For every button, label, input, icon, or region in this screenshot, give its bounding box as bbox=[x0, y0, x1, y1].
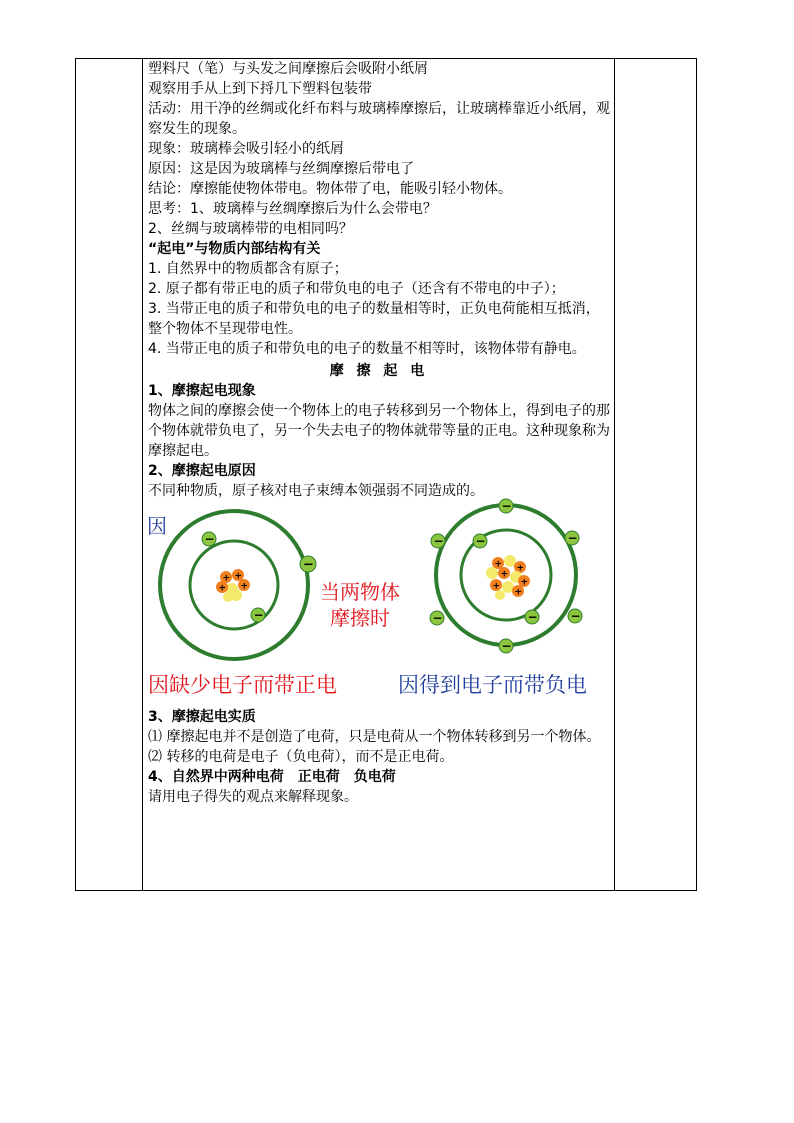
list-item: 2. 原子都有带正电的质子和带负电的电子（还含有不带电的中子）； bbox=[148, 281, 565, 297]
svg-text:+: + bbox=[234, 571, 243, 582]
nucleus bbox=[216, 569, 250, 602]
text-line: 结论：摩擦能使物体带电。物体带了电，能吸引轻小物体。 bbox=[148, 181, 512, 197]
electron bbox=[473, 534, 487, 548]
text-line: 活动：用干净的丝绸或化纤布料与玻璃棒摩擦后，让玻璃棒靠近小纸屑，观察发生的现象。 bbox=[148, 101, 610, 137]
svg-text:−: − bbox=[570, 609, 581, 623]
svg-text:−: − bbox=[527, 610, 538, 624]
electron bbox=[499, 499, 513, 513]
electron bbox=[431, 534, 445, 548]
subheading-1: 1、摩擦起电现象 bbox=[148, 383, 256, 399]
electron bbox=[251, 608, 265, 622]
svg-text:−: − bbox=[253, 608, 264, 622]
subheading-2: 2、摩擦起电原因 bbox=[148, 463, 256, 479]
subheading: “起电”与物质内部结构有关 bbox=[148, 241, 321, 257]
svg-text:−: − bbox=[501, 499, 512, 513]
electron bbox=[568, 609, 582, 623]
svg-text:+: + bbox=[494, 559, 503, 570]
svg-text:−: − bbox=[432, 611, 443, 625]
list-item: 4. 当带正电的质子和带负电的电子的数量不相等时，该物体带有静电。 bbox=[148, 341, 586, 357]
text-line: 原因：这是因为玻璃棒与丝绸摩擦后带电了 bbox=[148, 161, 414, 177]
right-caption: 因得到电子而带负电 bbox=[398, 673, 587, 697]
list-item: ⑵ 转移的电荷是电子（负电荷），而不是正电荷。 bbox=[148, 749, 454, 765]
svg-text:+: + bbox=[218, 583, 227, 594]
list-item: ⑴ 摩擦起电并不是创造了电荷，只是电荷从一个物体转移到另一个物体。 bbox=[148, 729, 601, 745]
left-caption: 因缺少电子而带正电 bbox=[148, 673, 337, 697]
svg-text:+: + bbox=[516, 563, 525, 574]
subheading-3: 3、摩擦起电实质 bbox=[148, 709, 256, 725]
svg-text:+: + bbox=[222, 573, 231, 584]
center-label-1: 当两物体 bbox=[320, 580, 400, 604]
svg-text:+: + bbox=[514, 587, 523, 598]
electron bbox=[300, 556, 316, 573]
svg-text:+: + bbox=[500, 569, 509, 580]
text-line: 现象：玻璃棒会吸引轻小的纸屑 bbox=[148, 141, 344, 157]
electron bbox=[565, 531, 579, 545]
text-line: 塑料尺（笔）与头发之间摩擦后会吸附小纸屑 bbox=[148, 61, 428, 77]
atom-diagram bbox=[147, 499, 610, 707]
paragraph: 不同种物质，原子核对电子束缚本领强弱不同造成的。 bbox=[148, 483, 484, 499]
section-title: 摩 擦 起 电 bbox=[329, 363, 429, 379]
lesson-content bbox=[148, 59, 610, 807]
paragraph: 请用电子得失的观点来解释现象。 bbox=[148, 789, 358, 805]
nucleus bbox=[486, 555, 530, 600]
svg-text:−: − bbox=[433, 534, 444, 548]
subheading-4: 4、自然界中两种电荷 正电荷 负电荷 bbox=[148, 769, 396, 785]
svg-text:−: − bbox=[303, 557, 314, 573]
paragraph: 物体之间的摩擦会使一个物体上的电子转移到另一个物体上，得到电子的那个物体就带负电了，另一个失去电子的物体就带等量的正电。这种现象称为摩擦起电。 bbox=[148, 403, 610, 459]
svg-text:−: − bbox=[204, 532, 215, 546]
list-item: 3. 当带正电的质子和带负电的电子的数量相等时，正负电荷能相互抵消，整个物体不呈现带电性。 bbox=[148, 301, 600, 337]
electron bbox=[499, 639, 513, 653]
table-column-divider-left bbox=[142, 59, 143, 890]
svg-text:+: + bbox=[240, 581, 249, 592]
electron bbox=[202, 532, 216, 546]
center-label-2: 摩擦时 bbox=[330, 606, 390, 630]
edge-glyph: 因 bbox=[147, 514, 167, 538]
svg-text:−: − bbox=[501, 639, 512, 653]
svg-text:+: + bbox=[520, 577, 529, 588]
svg-text:+: + bbox=[492, 581, 501, 592]
text-line: 2、丝绸与玻璃棒带的电相同吗？ bbox=[148, 221, 353, 237]
right-atom bbox=[430, 499, 582, 653]
electron bbox=[430, 611, 444, 625]
electron bbox=[525, 610, 539, 624]
text-line: 思考：1、玻璃棒与丝绸摩擦后为什么会带电？ bbox=[148, 201, 437, 217]
svg-text:−: − bbox=[475, 534, 486, 548]
text-line: 观察用手从上到下捋几下塑料包装带 bbox=[148, 81, 372, 97]
left-atom bbox=[160, 511, 316, 659]
svg-text:−: − bbox=[567, 531, 578, 545]
table-column-divider-right bbox=[614, 59, 615, 890]
list-item: 1. 自然界中的物质都含有原子； bbox=[148, 261, 348, 277]
